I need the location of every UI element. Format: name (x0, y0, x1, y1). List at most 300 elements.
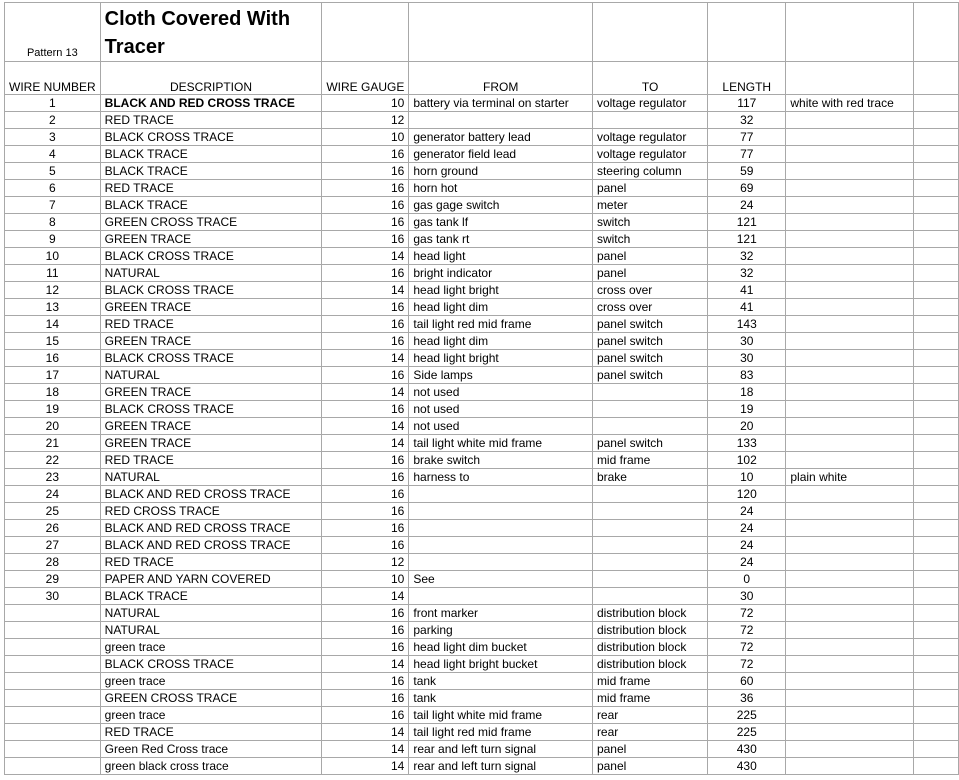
description-cell[interactable]: Green Red Cross trace (100, 741, 322, 758)
length-cell[interactable]: 83 (708, 367, 786, 384)
to-cell[interactable]: panel switch (592, 435, 707, 452)
length-cell[interactable]: 72 (708, 622, 786, 639)
length-cell[interactable]: 59 (708, 163, 786, 180)
to-cell[interactable]: panel switch (592, 316, 707, 333)
empty-cell[interactable] (914, 367, 959, 384)
description-cell[interactable]: BLACK TRACE (100, 197, 322, 214)
from-cell[interactable] (409, 537, 593, 554)
empty-cell[interactable] (914, 214, 959, 231)
note-cell[interactable]: white with red trace (786, 95, 914, 112)
header-description[interactable]: DESCRIPTION (100, 62, 322, 95)
wire-gauge-cell[interactable]: 16 (322, 690, 409, 707)
description-cell[interactable]: BLACK CROSS TRACE (100, 401, 322, 418)
empty-cell[interactable] (592, 3, 707, 62)
wire-gauge-cell[interactable]: 16 (322, 639, 409, 656)
note-cell[interactable] (786, 197, 914, 214)
empty-cell[interactable] (914, 3, 959, 62)
empty-cell[interactable] (322, 3, 409, 62)
to-cell[interactable]: mid frame (592, 673, 707, 690)
wire-number-cell[interactable]: 1 (5, 95, 101, 112)
length-cell[interactable]: 72 (708, 656, 786, 673)
description-cell[interactable]: NATURAL (100, 622, 322, 639)
empty-cell[interactable] (914, 758, 959, 775)
length-cell[interactable]: 121 (708, 214, 786, 231)
empty-cell[interactable] (708, 3, 786, 62)
empty-cell[interactable] (914, 316, 959, 333)
note-cell[interactable] (786, 707, 914, 724)
empty-cell[interactable] (914, 639, 959, 656)
wire-number-cell[interactable] (5, 707, 101, 724)
from-cell[interactable]: tank (409, 673, 593, 690)
to-cell[interactable]: panel (592, 265, 707, 282)
header-note[interactable] (786, 62, 914, 95)
description-cell[interactable]: GREEN TRACE (100, 384, 322, 401)
length-cell[interactable]: 30 (708, 350, 786, 367)
wire-gauge-cell[interactable]: 16 (322, 707, 409, 724)
wire-gauge-cell[interactable]: 16 (322, 503, 409, 520)
empty-cell[interactable] (914, 469, 959, 486)
wire-number-cell[interactable]: 18 (5, 384, 101, 401)
wire-gauge-cell[interactable]: 16 (322, 265, 409, 282)
from-cell[interactable]: front marker (409, 605, 593, 622)
description-cell[interactable]: NATURAL (100, 605, 322, 622)
wire-gauge-cell[interactable]: 16 (322, 673, 409, 690)
length-cell[interactable]: 117 (708, 95, 786, 112)
length-cell[interactable]: 430 (708, 741, 786, 758)
from-cell[interactable]: rear and left turn signal (409, 758, 593, 775)
wire-number-cell[interactable]: 25 (5, 503, 101, 520)
note-cell[interactable] (786, 503, 914, 520)
wire-number-cell[interactable]: 19 (5, 401, 101, 418)
length-cell[interactable]: 41 (708, 282, 786, 299)
wire-gauge-cell[interactable]: 10 (322, 95, 409, 112)
from-cell[interactable]: parking (409, 622, 593, 639)
to-cell[interactable] (592, 571, 707, 588)
note-cell[interactable] (786, 520, 914, 537)
description-cell[interactable]: BLACK CROSS TRACE (100, 248, 322, 265)
empty-cell[interactable] (914, 333, 959, 350)
empty-cell[interactable] (914, 707, 959, 724)
wire-number-cell[interactable]: 14 (5, 316, 101, 333)
to-cell[interactable]: mid frame (592, 452, 707, 469)
description-cell[interactable]: NATURAL (100, 265, 322, 282)
description-cell[interactable]: BLACK AND RED CROSS TRACE (100, 520, 322, 537)
empty-cell[interactable] (914, 588, 959, 605)
wire-number-cell[interactable]: 11 (5, 265, 101, 282)
description-cell[interactable]: BLACK AND RED CROSS TRACE (100, 486, 322, 503)
wire-number-cell[interactable] (5, 741, 101, 758)
wire-gauge-cell[interactable]: 14 (322, 724, 409, 741)
from-cell[interactable]: harness to (409, 469, 593, 486)
empty-cell[interactable] (914, 452, 959, 469)
to-cell[interactable]: cross over (592, 299, 707, 316)
note-cell[interactable] (786, 248, 914, 265)
length-cell[interactable]: 69 (708, 180, 786, 197)
wire-gauge-cell[interactable]: 16 (322, 146, 409, 163)
from-cell[interactable] (409, 112, 593, 129)
length-cell[interactable]: 30 (708, 333, 786, 350)
length-cell[interactable]: 18 (708, 384, 786, 401)
note-cell[interactable] (786, 316, 914, 333)
wire-number-cell[interactable] (5, 656, 101, 673)
from-cell[interactable]: head light bright bucket (409, 656, 593, 673)
wire-gauge-cell[interactable]: 16 (322, 452, 409, 469)
description-cell[interactable]: RED CROSS TRACE (100, 503, 322, 520)
empty-cell[interactable] (914, 486, 959, 503)
from-cell[interactable] (409, 503, 593, 520)
empty-cell[interactable] (914, 146, 959, 163)
note-cell[interactable] (786, 333, 914, 350)
note-cell[interactable] (786, 265, 914, 282)
empty-cell[interactable] (914, 265, 959, 282)
wire-gauge-cell[interactable]: 16 (322, 401, 409, 418)
description-cell[interactable]: green trace (100, 673, 322, 690)
note-cell[interactable] (786, 214, 914, 231)
empty-cell[interactable] (914, 62, 959, 95)
length-cell[interactable]: 24 (708, 520, 786, 537)
wire-number-cell[interactable]: 6 (5, 180, 101, 197)
length-cell[interactable]: 24 (708, 503, 786, 520)
note-cell[interactable] (786, 452, 914, 469)
from-cell[interactable]: rear and left turn signal (409, 741, 593, 758)
empty-cell[interactable] (914, 503, 959, 520)
wire-number-cell[interactable]: 27 (5, 537, 101, 554)
length-cell[interactable]: 72 (708, 639, 786, 656)
to-cell[interactable]: distribution block (592, 605, 707, 622)
note-cell[interactable] (786, 537, 914, 554)
note-cell[interactable]: plain white (786, 469, 914, 486)
wire-number-cell[interactable]: 16 (5, 350, 101, 367)
to-cell[interactable] (592, 503, 707, 520)
length-cell[interactable]: 77 (708, 146, 786, 163)
wire-gauge-cell[interactable]: 14 (322, 282, 409, 299)
from-cell[interactable]: tail light white mid frame (409, 707, 593, 724)
from-cell[interactable]: horn ground (409, 163, 593, 180)
wire-gauge-cell[interactable]: 16 (322, 231, 409, 248)
length-cell[interactable]: 24 (708, 554, 786, 571)
length-cell[interactable]: 0 (708, 571, 786, 588)
from-cell[interactable]: not used (409, 418, 593, 435)
to-cell[interactable]: panel switch (592, 350, 707, 367)
wire-number-cell[interactable] (5, 639, 101, 656)
empty-cell[interactable] (914, 622, 959, 639)
note-cell[interactable] (786, 350, 914, 367)
description-cell[interactable]: BLACK TRACE (100, 588, 322, 605)
wire-gauge-cell[interactable]: 14 (322, 350, 409, 367)
note-cell[interactable] (786, 418, 914, 435)
note-cell[interactable] (786, 554, 914, 571)
wire-gauge-cell[interactable]: 14 (322, 656, 409, 673)
note-cell[interactable] (786, 656, 914, 673)
pattern-label-cell[interactable]: Pattern 13 (5, 3, 101, 62)
to-cell[interactable]: mid frame (592, 690, 707, 707)
empty-cell[interactable] (914, 690, 959, 707)
wire-gauge-cell[interactable]: 12 (322, 112, 409, 129)
length-cell[interactable]: 143 (708, 316, 786, 333)
wire-gauge-cell[interactable]: 16 (322, 333, 409, 350)
empty-cell[interactable] (914, 112, 959, 129)
description-cell[interactable]: BLACK TRACE (100, 163, 322, 180)
empty-cell[interactable] (914, 384, 959, 401)
note-cell[interactable] (786, 180, 914, 197)
wire-gauge-cell[interactable]: 14 (322, 435, 409, 452)
empty-cell[interactable] (409, 3, 593, 62)
wire-number-cell[interactable]: 21 (5, 435, 101, 452)
note-cell[interactable] (786, 299, 914, 316)
empty-cell[interactable] (914, 180, 959, 197)
to-cell[interactable] (592, 401, 707, 418)
from-cell[interactable]: head light (409, 248, 593, 265)
wire-number-cell[interactable] (5, 622, 101, 639)
note-cell[interactable] (786, 129, 914, 146)
note-cell[interactable] (786, 486, 914, 503)
from-cell[interactable]: tank (409, 690, 593, 707)
length-cell[interactable]: 41 (708, 299, 786, 316)
description-cell[interactable]: GREEN TRACE (100, 299, 322, 316)
wire-gauge-cell[interactable]: 14 (322, 758, 409, 775)
from-cell[interactable]: gas gage switch (409, 197, 593, 214)
wire-number-cell[interactable]: 22 (5, 452, 101, 469)
description-cell[interactable]: BLACK CROSS TRACE (100, 282, 322, 299)
to-cell[interactable]: panel (592, 741, 707, 758)
wire-number-cell[interactable]: 28 (5, 554, 101, 571)
header-to[interactable]: TO (592, 62, 707, 95)
from-cell[interactable]: not used (409, 384, 593, 401)
empty-cell[interactable] (914, 537, 959, 554)
empty-cell[interactable] (914, 605, 959, 622)
to-cell[interactable] (592, 588, 707, 605)
length-cell[interactable]: 24 (708, 537, 786, 554)
from-cell[interactable]: tail light red mid frame (409, 724, 593, 741)
to-cell[interactable]: steering column (592, 163, 707, 180)
length-cell[interactable]: 32 (708, 112, 786, 129)
wire-number-cell[interactable]: 26 (5, 520, 101, 537)
from-cell[interactable]: head light dim bucket (409, 639, 593, 656)
wire-gauge-cell[interactable]: 16 (322, 163, 409, 180)
to-cell[interactable]: distribution block (592, 656, 707, 673)
to-cell[interactable]: distribution block (592, 639, 707, 656)
wire-gauge-cell[interactable]: 16 (322, 622, 409, 639)
length-cell[interactable]: 121 (708, 231, 786, 248)
to-cell[interactable] (592, 418, 707, 435)
empty-cell[interactable] (914, 673, 959, 690)
length-cell[interactable]: 32 (708, 248, 786, 265)
to-cell[interactable] (592, 486, 707, 503)
header-wire-number[interactable]: WIRE NUMBER (5, 62, 101, 95)
to-cell[interactable] (592, 112, 707, 129)
length-cell[interactable]: 225 (708, 707, 786, 724)
header-length[interactable]: LENGTH (708, 62, 786, 95)
empty-cell[interactable] (914, 571, 959, 588)
to-cell[interactable] (592, 537, 707, 554)
to-cell[interactable]: switch (592, 214, 707, 231)
wire-number-cell[interactable]: 9 (5, 231, 101, 248)
to-cell[interactable]: panel (592, 758, 707, 775)
empty-cell[interactable] (914, 350, 959, 367)
note-cell[interactable] (786, 605, 914, 622)
wire-gauge-cell[interactable]: 16 (322, 469, 409, 486)
from-cell[interactable] (409, 486, 593, 503)
empty-cell[interactable] (914, 282, 959, 299)
wire-number-cell[interactable] (5, 673, 101, 690)
from-cell[interactable]: Side lamps (409, 367, 593, 384)
description-cell[interactable]: RED TRACE (100, 554, 322, 571)
from-cell[interactable]: generator field lead (409, 146, 593, 163)
to-cell[interactable]: meter (592, 197, 707, 214)
description-cell[interactable]: green trace (100, 707, 322, 724)
to-cell[interactable]: panel switch (592, 367, 707, 384)
to-cell[interactable] (592, 520, 707, 537)
to-cell[interactable]: panel (592, 248, 707, 265)
from-cell[interactable]: See (409, 571, 593, 588)
from-cell[interactable]: brake switch (409, 452, 593, 469)
description-cell[interactable]: GREEN TRACE (100, 333, 322, 350)
wire-gauge-cell[interactable]: 10 (322, 129, 409, 146)
note-cell[interactable] (786, 571, 914, 588)
description-cell[interactable]: PAPER AND YARN COVERED (100, 571, 322, 588)
note-cell[interactable] (786, 741, 914, 758)
wire-number-cell[interactable]: 30 (5, 588, 101, 605)
length-cell[interactable]: 19 (708, 401, 786, 418)
empty-cell[interactable] (914, 520, 959, 537)
length-cell[interactable]: 24 (708, 197, 786, 214)
to-cell[interactable]: panel switch (592, 333, 707, 350)
description-cell[interactable]: BLACK CROSS TRACE (100, 350, 322, 367)
from-cell[interactable]: head light bright (409, 282, 593, 299)
wire-gauge-cell[interactable]: 16 (322, 367, 409, 384)
empty-cell[interactable] (914, 299, 959, 316)
from-cell[interactable]: bright indicator (409, 265, 593, 282)
note-cell[interactable] (786, 690, 914, 707)
wire-number-cell[interactable]: 24 (5, 486, 101, 503)
wire-gauge-cell[interactable]: 16 (322, 537, 409, 554)
wire-gauge-cell[interactable]: 16 (322, 214, 409, 231)
to-cell[interactable]: voltage regulator (592, 95, 707, 112)
to-cell[interactable] (592, 554, 707, 571)
wire-number-cell[interactable]: 23 (5, 469, 101, 486)
empty-cell[interactable] (914, 163, 959, 180)
from-cell[interactable]: gas tank lf (409, 214, 593, 231)
wire-gauge-cell[interactable]: 16 (322, 486, 409, 503)
description-cell[interactable]: RED TRACE (100, 724, 322, 741)
description-cell[interactable]: BLACK TRACE (100, 146, 322, 163)
description-cell[interactable]: BLACK CROSS TRACE (100, 129, 322, 146)
empty-cell[interactable] (914, 418, 959, 435)
note-cell[interactable] (786, 435, 914, 452)
empty-cell[interactable] (914, 554, 959, 571)
from-cell[interactable]: not used (409, 401, 593, 418)
description-cell[interactable]: RED TRACE (100, 452, 322, 469)
to-cell[interactable]: switch (592, 231, 707, 248)
wire-number-cell[interactable]: 15 (5, 333, 101, 350)
wire-number-cell[interactable]: 5 (5, 163, 101, 180)
note-cell[interactable] (786, 758, 914, 775)
wire-gauge-cell[interactable]: 14 (322, 418, 409, 435)
from-cell[interactable]: horn hot (409, 180, 593, 197)
to-cell[interactable]: brake (592, 469, 707, 486)
empty-cell[interactable] (914, 724, 959, 741)
to-cell[interactable]: distribution block (592, 622, 707, 639)
empty-cell[interactable] (914, 656, 959, 673)
wire-gauge-cell[interactable]: 14 (322, 384, 409, 401)
wire-number-cell[interactable] (5, 605, 101, 622)
empty-cell[interactable] (914, 741, 959, 758)
wire-number-cell[interactable]: 13 (5, 299, 101, 316)
note-cell[interactable] (786, 673, 914, 690)
description-cell[interactable]: GREEN TRACE (100, 435, 322, 452)
description-cell[interactable]: GREEN TRACE (100, 418, 322, 435)
length-cell[interactable]: 30 (708, 588, 786, 605)
description-cell[interactable]: GREEN CROSS TRACE (100, 214, 322, 231)
note-cell[interactable] (786, 367, 914, 384)
note-cell[interactable] (786, 724, 914, 741)
to-cell[interactable]: rear (592, 707, 707, 724)
wire-gauge-cell[interactable]: 16 (322, 180, 409, 197)
to-cell[interactable]: cross over (592, 282, 707, 299)
wire-number-cell[interactable]: 7 (5, 197, 101, 214)
wire-number-cell[interactable]: 20 (5, 418, 101, 435)
wire-gauge-cell[interactable]: 14 (322, 588, 409, 605)
header-from[interactable]: FROM (409, 62, 593, 95)
empty-cell[interactable] (914, 248, 959, 265)
length-cell[interactable]: 72 (708, 605, 786, 622)
to-cell[interactable]: panel (592, 180, 707, 197)
wire-number-cell[interactable]: 12 (5, 282, 101, 299)
empty-cell[interactable] (914, 401, 959, 418)
length-cell[interactable]: 77 (708, 129, 786, 146)
to-cell[interactable]: voltage regulator (592, 129, 707, 146)
description-cell[interactable]: green black cross trace (100, 758, 322, 775)
wire-number-cell[interactable]: 8 (5, 214, 101, 231)
wire-gauge-cell[interactable]: 14 (322, 741, 409, 758)
description-cell[interactable]: BLACK AND RED CROSS TRACE (100, 95, 322, 112)
wire-number-cell[interactable] (5, 690, 101, 707)
length-cell[interactable]: 430 (708, 758, 786, 775)
length-cell[interactable]: 36 (708, 690, 786, 707)
wire-gauge-cell[interactable]: 16 (322, 316, 409, 333)
length-cell[interactable]: 32 (708, 265, 786, 282)
empty-cell[interactable] (914, 197, 959, 214)
description-cell[interactable]: NATURAL (100, 469, 322, 486)
wire-gauge-cell[interactable]: 12 (322, 554, 409, 571)
wire-gauge-cell[interactable]: 16 (322, 299, 409, 316)
wire-gauge-cell[interactable]: 16 (322, 605, 409, 622)
length-cell[interactable]: 20 (708, 418, 786, 435)
note-cell[interactable] (786, 112, 914, 129)
wire-number-cell[interactable]: 17 (5, 367, 101, 384)
length-cell[interactable]: 133 (708, 435, 786, 452)
description-cell[interactable]: GREEN TRACE (100, 231, 322, 248)
wire-gauge-cell[interactable]: 16 (322, 520, 409, 537)
description-cell[interactable]: RED TRACE (100, 180, 322, 197)
wire-gauge-cell[interactable]: 16 (322, 197, 409, 214)
from-cell[interactable]: generator battery lead (409, 129, 593, 146)
description-cell[interactable]: green trace (100, 639, 322, 656)
note-cell[interactable] (786, 384, 914, 401)
from-cell[interactable]: head light dim (409, 333, 593, 350)
wire-number-cell[interactable] (5, 758, 101, 775)
from-cell[interactable]: gas tank rt (409, 231, 593, 248)
wire-gauge-cell[interactable]: 10 (322, 571, 409, 588)
from-cell[interactable]: battery via terminal on starter (409, 95, 593, 112)
from-cell[interactable]: head light dim (409, 299, 593, 316)
from-cell[interactable] (409, 520, 593, 537)
note-cell[interactable] (786, 401, 914, 418)
wire-number-cell[interactable]: 10 (5, 248, 101, 265)
length-cell[interactable]: 225 (708, 724, 786, 741)
wire-number-cell[interactable]: 2 (5, 112, 101, 129)
wire-gauge-cell[interactable]: 14 (322, 248, 409, 265)
